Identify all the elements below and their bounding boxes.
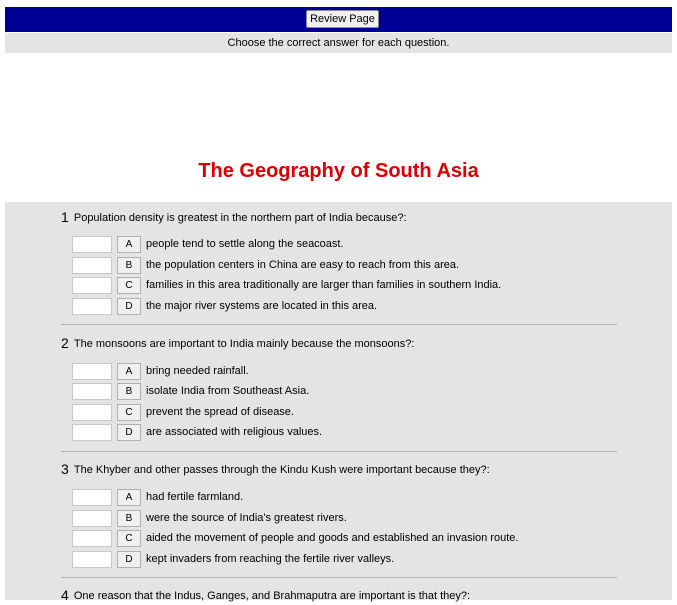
- question-text: Population density is greatest in the northern part of India because?:: [73, 212, 407, 224]
- question-text: One reason that the Indus, Ganges, and Brahmaputra are important is that they?:: [73, 590, 471, 602]
- answer-input[interactable]: [72, 530, 112, 547]
- answer-input[interactable]: [72, 257, 112, 274]
- question-text: The monsoons are important to India mainly because the monsoons?:: [73, 338, 415, 350]
- option-text: people tend to settle along the seacoast.: [146, 238, 344, 250]
- question-3: [61, 460, 617, 478]
- instruction-text: Choose the correct answer for each question.: [5, 33, 672, 53]
- option-text: had fertile farmland.: [146, 491, 244, 503]
- option-text: aided the movement of people and goods and established an invasion route.: [146, 532, 519, 544]
- option-text: are associated with religious values.: [146, 426, 323, 438]
- divider: [61, 577, 617, 578]
- answer-input[interactable]: [72, 236, 112, 253]
- choice-c-button[interactable]: C: [117, 404, 141, 421]
- answer-input[interactable]: [72, 424, 112, 441]
- choice-a-button[interactable]: A: [117, 363, 141, 380]
- choice-a-button[interactable]: A: [117, 236, 141, 253]
- top-toolbar: [5, 7, 672, 32]
- choice-b-button[interactable]: B: [117, 510, 141, 527]
- option-text: the population centers in China are easy to reach from this area.: [146, 259, 460, 271]
- question-header: [61, 460, 617, 478]
- quiz-panel: [5, 202, 672, 603]
- question-text: The Khyber and other passes through the Kindu Kush were important because they?:: [73, 464, 490, 476]
- page-title: The Geography of South Asia: [198, 160, 479, 182]
- question-2: [61, 334, 617, 352]
- choice-c-button[interactable]: C: [117, 277, 141, 294]
- divider: [61, 324, 617, 325]
- question-number: 1: [61, 209, 69, 225]
- divider: [61, 451, 617, 452]
- choice-d-button[interactable]: D: [117, 551, 141, 568]
- answer-input[interactable]: [72, 363, 112, 380]
- question-number: 3: [61, 461, 69, 477]
- answer-input[interactable]: [72, 551, 112, 568]
- answer-input[interactable]: [72, 510, 112, 527]
- choice-c-button[interactable]: C: [117, 530, 141, 547]
- option-text: prevent the spread of disease.: [146, 406, 294, 418]
- choice-d-button[interactable]: D: [117, 298, 141, 315]
- question-header: [61, 586, 617, 604]
- question-number: 2: [61, 335, 69, 351]
- question-header: [61, 334, 617, 352]
- choice-b-button[interactable]: B: [117, 383, 141, 400]
- option-text: were the source of India's greatest rivers.: [146, 512, 347, 524]
- review-page-button[interactable]: Review Page: [306, 10, 379, 28]
- answer-input[interactable]: [72, 298, 112, 315]
- answer-input[interactable]: [72, 383, 112, 400]
- question-4: [61, 586, 617, 604]
- question-header: [61, 208, 617, 226]
- choice-a-button[interactable]: A: [117, 489, 141, 506]
- option-text: isolate India from Southeast Asia.: [146, 385, 310, 397]
- option-text: bring needed rainfall.: [146, 365, 249, 377]
- answer-input[interactable]: [72, 277, 112, 294]
- option-text: kept invaders from reaching the fertile river valleys.: [146, 553, 395, 565]
- answer-input[interactable]: [72, 489, 112, 506]
- question-number: 4: [61, 587, 69, 603]
- option-text: the major river systems are located in this area.: [146, 300, 378, 312]
- answer-input[interactable]: [72, 404, 112, 421]
- choice-b-button[interactable]: B: [117, 257, 141, 274]
- question-1: [61, 208, 617, 226]
- option-text: families in this area traditionally are larger than families in southern India.: [146, 279, 502, 291]
- choice-d-button[interactable]: D: [117, 424, 141, 441]
